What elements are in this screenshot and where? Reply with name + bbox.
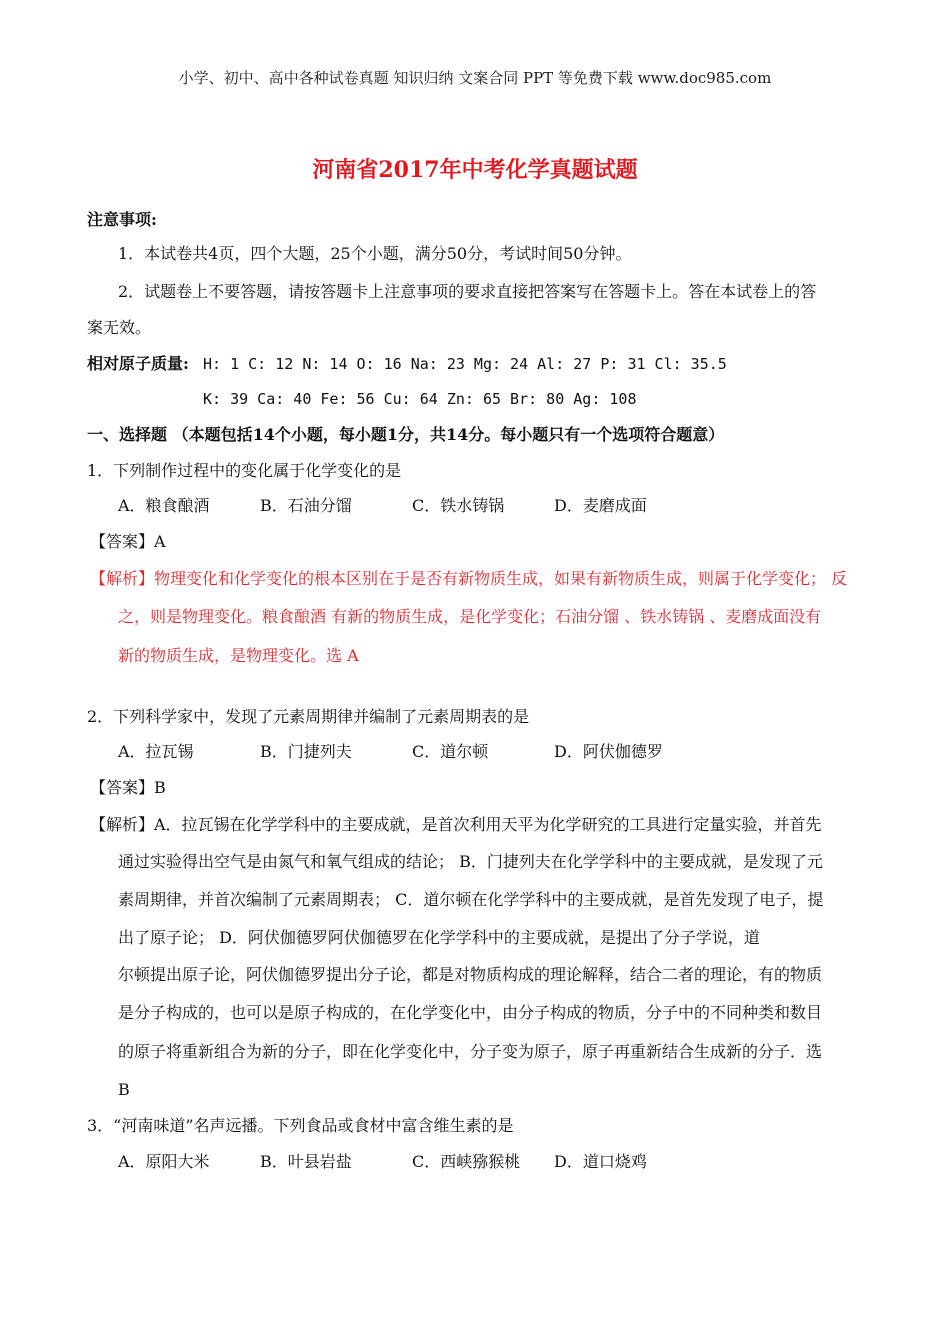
question-3-option-b: B．叶县岩盐: [260, 1152, 352, 1171]
question-2-analysis-line-6: 是分子构成的，也可以是原子构成的，在化学变化中，由分子构成的物质，分子中的不同种类和数目: [118, 1003, 823, 1022]
notice-item-1: 1．本试卷共4页，四个大题，25个小题，满分50分，考试时间50分钟。: [118, 244, 632, 263]
question-2-analysis-line-5: 尔顿提出原子论，阿伏伽德罗提出分子论，都是对物质构成的理论解释，结合二者的理论，有的物质: [118, 965, 823, 984]
question-2-analysis-line-7: 的原子将重新组合为新的分子，即在化学变化中，分子变为原子，原子再重新结合生成新的分子．选: [118, 1042, 823, 1061]
question-2-option-b: B．门捷列夫: [260, 742, 352, 761]
question-2-stem: 2．下列科学家中，发现了元素周期律并编制了元素周期表的是: [87, 707, 530, 726]
question-3-option-a: A．原阳大米: [118, 1152, 210, 1171]
atomic-mass-label: 相对原子质量:: [87, 354, 189, 373]
question-3-option-d: D．道口烧鸡: [554, 1152, 647, 1171]
question-2-analysis-line-2: 通过实验得出空气是由氮气和氧气组成的结论； B．门捷列夫在化学学科中的主要成就，是发现了元: [118, 852, 823, 871]
question-1-analysis-line-3: 新的物质生成，是物理变化。选 A: [118, 646, 359, 665]
page-header: 小学、初中、高中各种试卷真题 知识归纳 文案合同 PPT 等免费下载 www.doc985.com: [178, 69, 772, 87]
question-2-analysis-line-1: 【解析】A．拉瓦锡在化学学科中的主要成就，是首次利用天平为化学研究的工具进行定量实验，并首先: [90, 815, 822, 834]
question-2-analysis-line-3: 素周期律，并首次编制了元素周期表； C．道尔顿在化学学科中的主要成就，是首先发现了电子，提: [118, 890, 824, 909]
notice-heading: 注意事项:: [87, 210, 157, 229]
question-2-option-a: A．拉瓦锡: [118, 742, 194, 761]
question-1-analysis-line-1: 【解析】物理变化和化学变化的根本区别在于是否有新物质生成，如果有新物质生成，则属于化学变化； 反: [90, 569, 848, 588]
question-1-option-c: C．铁水铸锅: [412, 496, 505, 515]
question-2-analysis-line-4: 出了原子论； D．阿伏伽德罗阿伏伽德罗在化学学科中的主要成就，是提出了分子学说，道: [118, 928, 760, 947]
question-1-stem: 1．下列制作过程中的变化属于化学变化的是: [87, 461, 402, 480]
question-3-stem: 3．“河南味道”名声远播。下列食品或食材中富含维生素的是: [87, 1116, 514, 1135]
notice-item-2-line-1: 2．试题卷上不要答题，请按答题卡上注意事项的要求直接把答案写在答题卡上。答在本试卷上的答: [118, 282, 817, 301]
question-1-option-a: A．粮食酿酒: [118, 496, 210, 515]
question-1-answer: 【答案】A: [90, 532, 166, 551]
question-1-option-b: B．石油分馏: [260, 496, 352, 515]
question-2-option-d: D．阿伏伽德罗: [554, 742, 663, 761]
question-2-analysis-line-8: B: [118, 1080, 130, 1099]
atomic-mass-line-2: K: 39 Ca: 40 Fe: 56 Cu: 64 Zn: 65 Br: 80 Ag: 108: [203, 390, 637, 408]
question-2-option-c: C．道尔顿: [412, 742, 489, 761]
notice-item-2-line-2: 案无效。: [87, 318, 152, 337]
section-heading: 一、选择题 （本题包括14个小题，每小题1分，共14分。每小题只有一个选项符合题意）: [87, 425, 725, 444]
question-2-answer: 【答案】B: [90, 778, 166, 797]
question-3-option-c: C．西峡猕猴桃: [412, 1152, 521, 1171]
question-1-option-d: D．麦磨成面: [554, 496, 647, 515]
question-1-analysis-line-2: 之，则是物理变化。粮食酿酒 有新的物质生成，是化学变化；石油分馏 、铁水铸锅 、麦磨成面没有: [118, 607, 822, 626]
page-title: 河南省2017年中考化学真题试题: [312, 157, 638, 183]
atomic-mass-line-1: H: 1 C: 12 N: 14 O: 16 Na: 23 Mg: 24 Al: 27 P: 31 Cl: 35.5: [203, 355, 727, 373]
